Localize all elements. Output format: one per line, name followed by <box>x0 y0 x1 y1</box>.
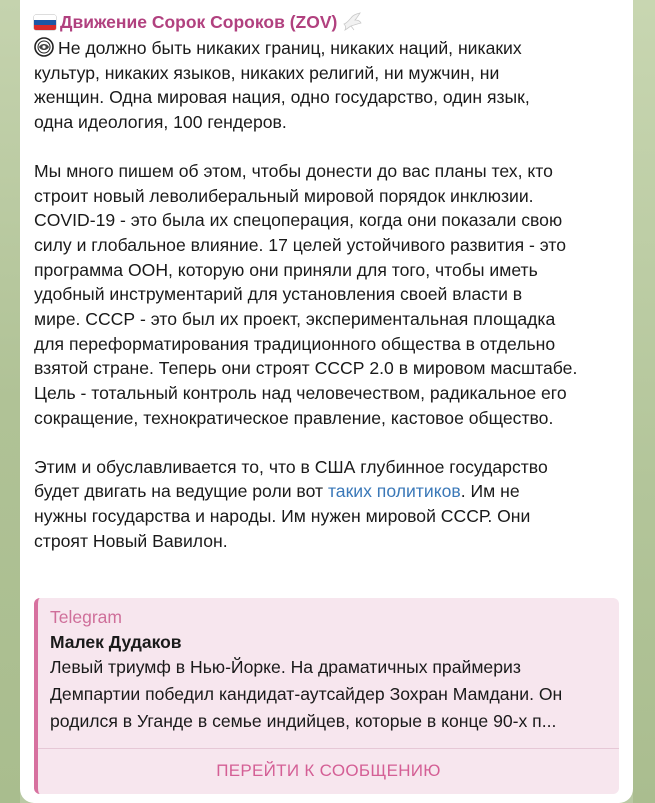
forwarded-message-preview[interactable] <box>34 598 619 794</box>
dove-icon <box>341 12 363 32</box>
reply-source: Telegram <box>50 607 122 627</box>
paragraph-2-line-6: удобный инструментарий для установления своей власти в <box>34 284 523 305</box>
paragraph-2-line-8: для переформатирования традиционного общества в отдельно <box>34 333 556 354</box>
paragraph-1-line-2: культур, никаких языков, никаких религий, ни мужчин, ни <box>34 62 500 83</box>
channel-name[interactable]: Движение Сорок Сороков (ZOV) <box>60 11 338 32</box>
paragraph-3-line-3: нужны государства и народы. Им нужен мировой СССР. Они <box>34 505 531 526</box>
politicians-link[interactable]: таких политиков <box>327 481 461 502</box>
message-text <box>34 36 619 553</box>
reply-line-1: Левый триумф в Нью-Йорке. На драматичных праймериз <box>50 657 521 677</box>
paragraph-1-line-1: Не должно быть никаких границ, никаких наций, никаких <box>58 38 522 58</box>
paragraph-3 <box>34 455 619 554</box>
message-bubble <box>20 0 633 803</box>
paragraph-3-line-2-end: . Им не <box>460 481 520 502</box>
paragraph-1-line-3: женщин. Одна мировая нация, одно государство, один язык, <box>34 87 530 108</box>
paragraph-2-line-4: силу и глобальное влияние. 17 целей устойчивого развития - это <box>34 234 567 255</box>
paragraph-3-line-2-start: будет двигать на ведущие роли вот <box>34 481 328 502</box>
circle-emblem-icon <box>34 37 54 57</box>
reply-author: Малек Дудаков <box>50 632 182 652</box>
paragraph-1 <box>34 36 619 135</box>
reply-excerpt <box>50 654 609 735</box>
channel-header[interactable] <box>34 8 619 36</box>
paragraph-2-line-11: сокращение, технократическое правление, кастовое общество. <box>34 407 554 428</box>
chat-background-right <box>633 0 655 803</box>
reply-line-2: Демпартии победил кандидат-аутсайдер Зохран Мамдани. Он <box>50 684 563 704</box>
reply-line-3: родился в Уганде в семье индийцев, которые в конце 90-х п... <box>50 711 557 731</box>
chat-background-left <box>0 0 20 803</box>
paragraph-1-line-4: одна идеология, 100 гендеров. <box>34 112 287 133</box>
go-to-message-button[interactable]: ПЕРЕЙТИ К СООБЩЕНИЮ <box>216 761 441 780</box>
paragraph-2-line-1: Мы много пишем об этом, чтобы донести до вас планы тех, кто <box>34 160 553 181</box>
paragraph-2-line-3: COVID-19 - это была их спецоперация, когда они показали свою <box>34 210 563 231</box>
paragraph-2-line-5: программа ООН, которую они приняли для того, чтобы иметь <box>34 259 538 280</box>
russia-flag-icon <box>34 15 56 30</box>
paragraph-3-line-4: строят Новый Вавилон. <box>34 530 228 551</box>
paragraph-2-line-7: мире. СССР - это был их проект, экспериментальная площадка <box>34 309 556 330</box>
paragraph-2 <box>34 159 619 431</box>
paragraph-3-line-1: Этим и обуславливается то, что в США глубинное государство <box>34 456 548 477</box>
paragraph-2-line-9: взятой стране. Теперь они строят СССР 2.0 в мировом масштабе. <box>34 358 578 379</box>
paragraph-2-line-10: Цель - тотальный контроль над человечеством, радикальное его <box>34 383 567 404</box>
paragraph-2-line-2: строит новый леволиберальный мировой порядок инклюзии. <box>34 185 534 206</box>
